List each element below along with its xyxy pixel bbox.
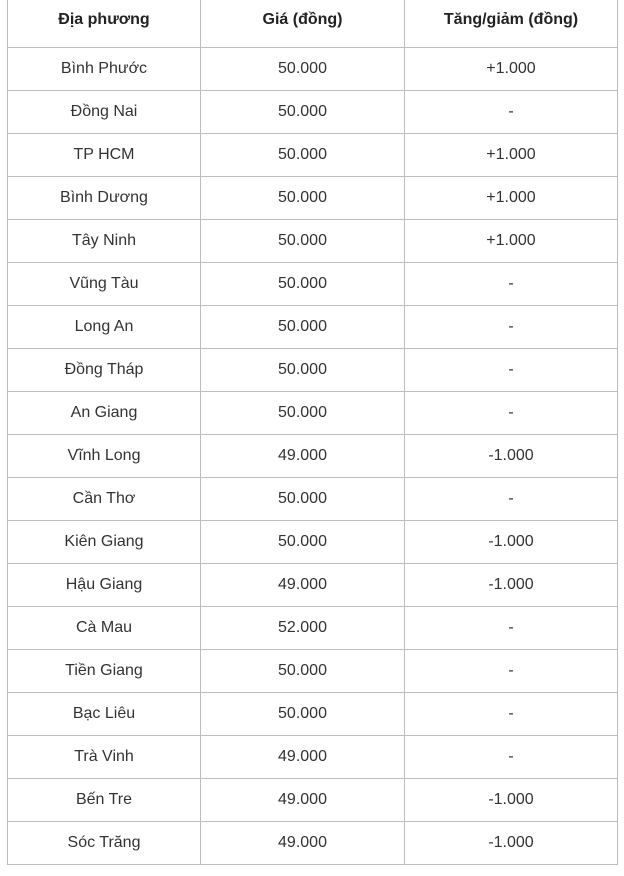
cell-price: 50.000 xyxy=(201,176,405,219)
table-row xyxy=(8,477,618,520)
price-table xyxy=(7,0,618,865)
cell-price: 50.000 xyxy=(201,305,405,348)
table-row xyxy=(8,434,618,477)
cell-price: 50.000 xyxy=(201,520,405,563)
cell-price: 50.000 xyxy=(201,90,405,133)
table-row xyxy=(8,563,618,606)
cell-region: Hậu Giang xyxy=(8,563,201,606)
cell-change: - xyxy=(405,262,618,305)
cell-region: Cà Mau xyxy=(8,606,201,649)
table-row xyxy=(8,219,618,262)
cell-change: -1.000 xyxy=(405,821,618,864)
table-row xyxy=(8,821,618,864)
cell-region: Bạc Liêu xyxy=(8,692,201,735)
cell-price: 50.000 xyxy=(201,692,405,735)
table-row xyxy=(8,520,618,563)
table-header xyxy=(8,0,618,47)
cell-change: - xyxy=(405,348,618,391)
cell-region: Kiên Giang xyxy=(8,520,201,563)
cell-price: 50.000 xyxy=(201,133,405,176)
cell-change: - xyxy=(405,649,618,692)
cell-change: -1.000 xyxy=(405,778,618,821)
cell-region: Tây Ninh xyxy=(8,219,201,262)
table-row xyxy=(8,606,618,649)
cell-change: +1.000 xyxy=(405,47,618,90)
table-row xyxy=(8,90,618,133)
header-row xyxy=(8,0,618,47)
table-row xyxy=(8,262,618,305)
table-row xyxy=(8,692,618,735)
cell-region: An Giang xyxy=(8,391,201,434)
cell-price: 50.000 xyxy=(201,47,405,90)
cell-price: 49.000 xyxy=(201,821,405,864)
cell-region: Cần Thơ xyxy=(8,477,201,520)
cell-region: Vĩnh Long xyxy=(8,434,201,477)
cell-change: +1.000 xyxy=(405,219,618,262)
table-row xyxy=(8,735,618,778)
cell-change: - xyxy=(405,90,618,133)
table-row xyxy=(8,133,618,176)
cell-price: 50.000 xyxy=(201,477,405,520)
table-row xyxy=(8,176,618,219)
table-row xyxy=(8,348,618,391)
cell-price: 49.000 xyxy=(201,563,405,606)
cell-region: Vũng Tàu xyxy=(8,262,201,305)
cell-region: Bình Dương xyxy=(8,176,201,219)
cell-change: - xyxy=(405,735,618,778)
cell-region: Bến Tre xyxy=(8,778,201,821)
cell-change: - xyxy=(405,606,618,649)
cell-change: +1.000 xyxy=(405,176,618,219)
cell-region: Trà Vinh xyxy=(8,735,201,778)
cell-change: -1.000 xyxy=(405,520,618,563)
table-row xyxy=(8,391,618,434)
cell-change: - xyxy=(405,391,618,434)
cell-region: Đồng Tháp xyxy=(8,348,201,391)
cell-region: Sóc Trăng xyxy=(8,821,201,864)
cell-region: Long An xyxy=(8,305,201,348)
cell-region: Đồng Nai xyxy=(8,90,201,133)
cell-change: +1.000 xyxy=(405,133,618,176)
cell-price: 49.000 xyxy=(201,434,405,477)
table-row xyxy=(8,778,618,821)
cell-price: 50.000 xyxy=(201,348,405,391)
header-price: Giá (đồng) xyxy=(201,0,405,47)
cell-price: 50.000 xyxy=(201,262,405,305)
cell-region: Tiền Giang xyxy=(8,649,201,692)
cell-change: -1.000 xyxy=(405,563,618,606)
header-region: Địa phương xyxy=(8,0,201,47)
table-row xyxy=(8,649,618,692)
cell-region: Bình Phước xyxy=(8,47,201,90)
cell-change: -1.000 xyxy=(405,434,618,477)
cell-change: - xyxy=(405,692,618,735)
cell-price: 50.000 xyxy=(201,391,405,434)
cell-price: 49.000 xyxy=(201,778,405,821)
header-change: Tăng/giảm (đồng) xyxy=(405,0,618,47)
cell-change: - xyxy=(405,305,618,348)
cell-change: - xyxy=(405,477,618,520)
cell-price: 49.000 xyxy=(201,735,405,778)
table-body xyxy=(8,47,618,864)
cell-price: 52.000 xyxy=(201,606,405,649)
cell-region: TP HCM xyxy=(8,133,201,176)
table-row xyxy=(8,47,618,90)
table-row xyxy=(8,305,618,348)
cell-price: 50.000 xyxy=(201,649,405,692)
cell-price: 50.000 xyxy=(201,219,405,262)
